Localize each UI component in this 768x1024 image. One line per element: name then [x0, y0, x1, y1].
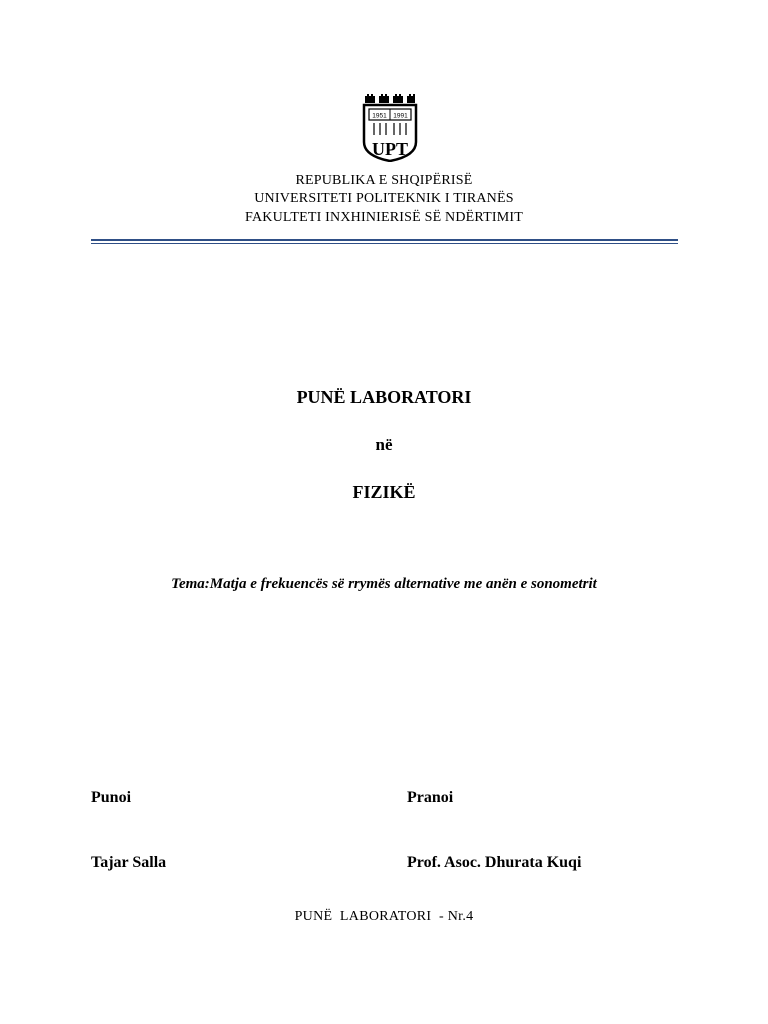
document-topic: Tema:Matja e frekuencës së rrymës alternative me anën e sonometrit [171, 576, 597, 592]
document-title: PUNË LABORATORI [296, 387, 472, 407]
header-divider-thin [91, 243, 678, 244]
signature-left-label: Punoi [91, 789, 132, 806]
document-subject-area: FIZIKË [352, 482, 416, 502]
logo-year-right: 1991 [393, 112, 408, 120]
signature-right-label: Pranoi [407, 789, 454, 806]
page-footer: PUNË LABORATORI - Nr.4 [294, 909, 474, 924]
header-faculty: FAKULTETI INXHINIERISË SË NDËRTIMIT [245, 210, 523, 225]
upt-logo [362, 94, 418, 162]
logo-text: UPT [372, 139, 408, 159]
signature-left-name: Tajar Salla [91, 854, 167, 871]
header-university: UNIVERSITETI POLITEKNIK I TIRANËS [254, 191, 514, 206]
document-title-connector: në [375, 435, 393, 454]
signature-right-name: Prof. Asoc. Dhurata Kuqi [407, 854, 582, 871]
header-divider-thick [91, 239, 678, 241]
logo-year-left: 1951 [372, 112, 387, 120]
header-country: REPUBLIKA E SHQIPËRISË [295, 173, 473, 188]
